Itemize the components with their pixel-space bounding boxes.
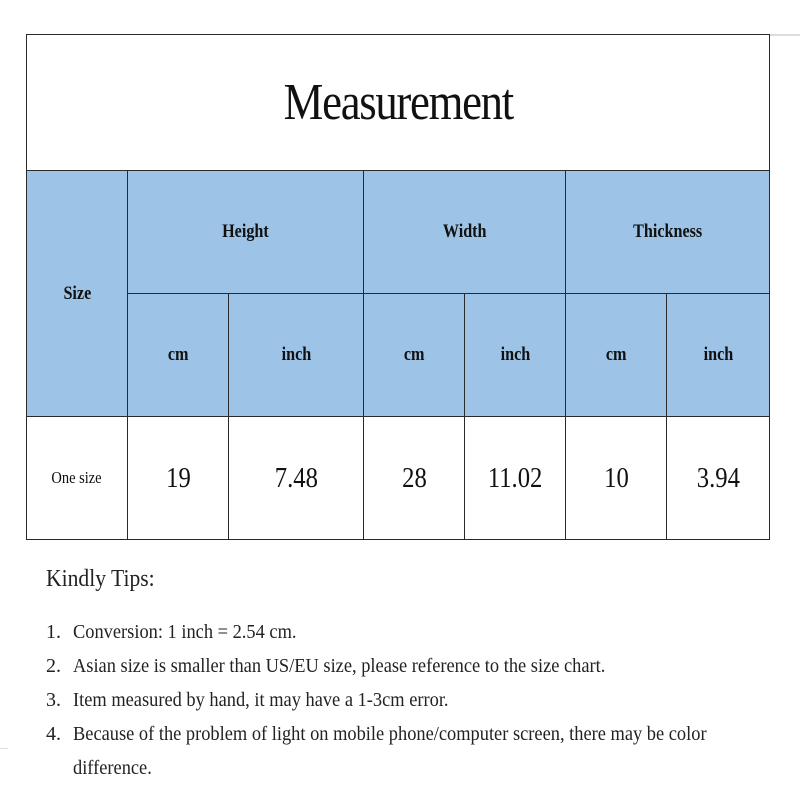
list-item [46, 649, 766, 683]
thickness-inch-header: inch [667, 294, 770, 417]
tip-text: Item measured by hand, it may have a 1-3cm error. [73, 689, 449, 711]
list-item [46, 683, 766, 717]
measurement-sheet [26, 34, 769, 540]
width-inch-value: 11.02 [465, 417, 566, 540]
tip-text: Conversion: 1 inch = 2.54 cm. [73, 621, 297, 643]
height-cm-value: 19 [128, 417, 229, 540]
thickness-cm-value: 10 [566, 417, 667, 540]
measurement-table [26, 34, 770, 540]
kindly-tips [46, 566, 766, 785]
page-title: Measurement [27, 35, 770, 171]
height-cm-header: cm [128, 294, 229, 417]
tip-number: 1. [46, 621, 61, 643]
tip-text: Because of the problem of light on mobile phone/computer screen, there may be color difference. [73, 723, 707, 779]
thickness-inch-value: 3.94 [667, 417, 770, 540]
height-inch-value: 7.48 [229, 417, 364, 540]
width-header: Width [364, 171, 566, 294]
tips-title: Kindly Tips: [46, 566, 155, 592]
tips-list [46, 615, 766, 785]
list-item [46, 615, 766, 649]
edge-divider [769, 34, 800, 36]
height-header: Height [128, 171, 364, 294]
list-item [46, 717, 766, 785]
width-cm-value: 28 [364, 417, 465, 540]
edge-divider-left [0, 748, 8, 749]
width-cm-header: cm [364, 294, 465, 417]
size-header: Size [27, 171, 128, 417]
width-inch-header: inch [465, 294, 566, 417]
thickness-header: Thickness [566, 171, 770, 294]
tip-number: 4. [46, 723, 61, 745]
tip-number: 3. [46, 689, 61, 711]
row-label: One size [27, 417, 128, 540]
tip-number: 2. [46, 655, 61, 677]
table-row [27, 417, 770, 540]
height-inch-header: inch [229, 294, 364, 417]
tip-text: Asian size is smaller than US/EU size, please reference to the size chart. [73, 655, 606, 677]
thickness-cm-header: cm [566, 294, 667, 417]
